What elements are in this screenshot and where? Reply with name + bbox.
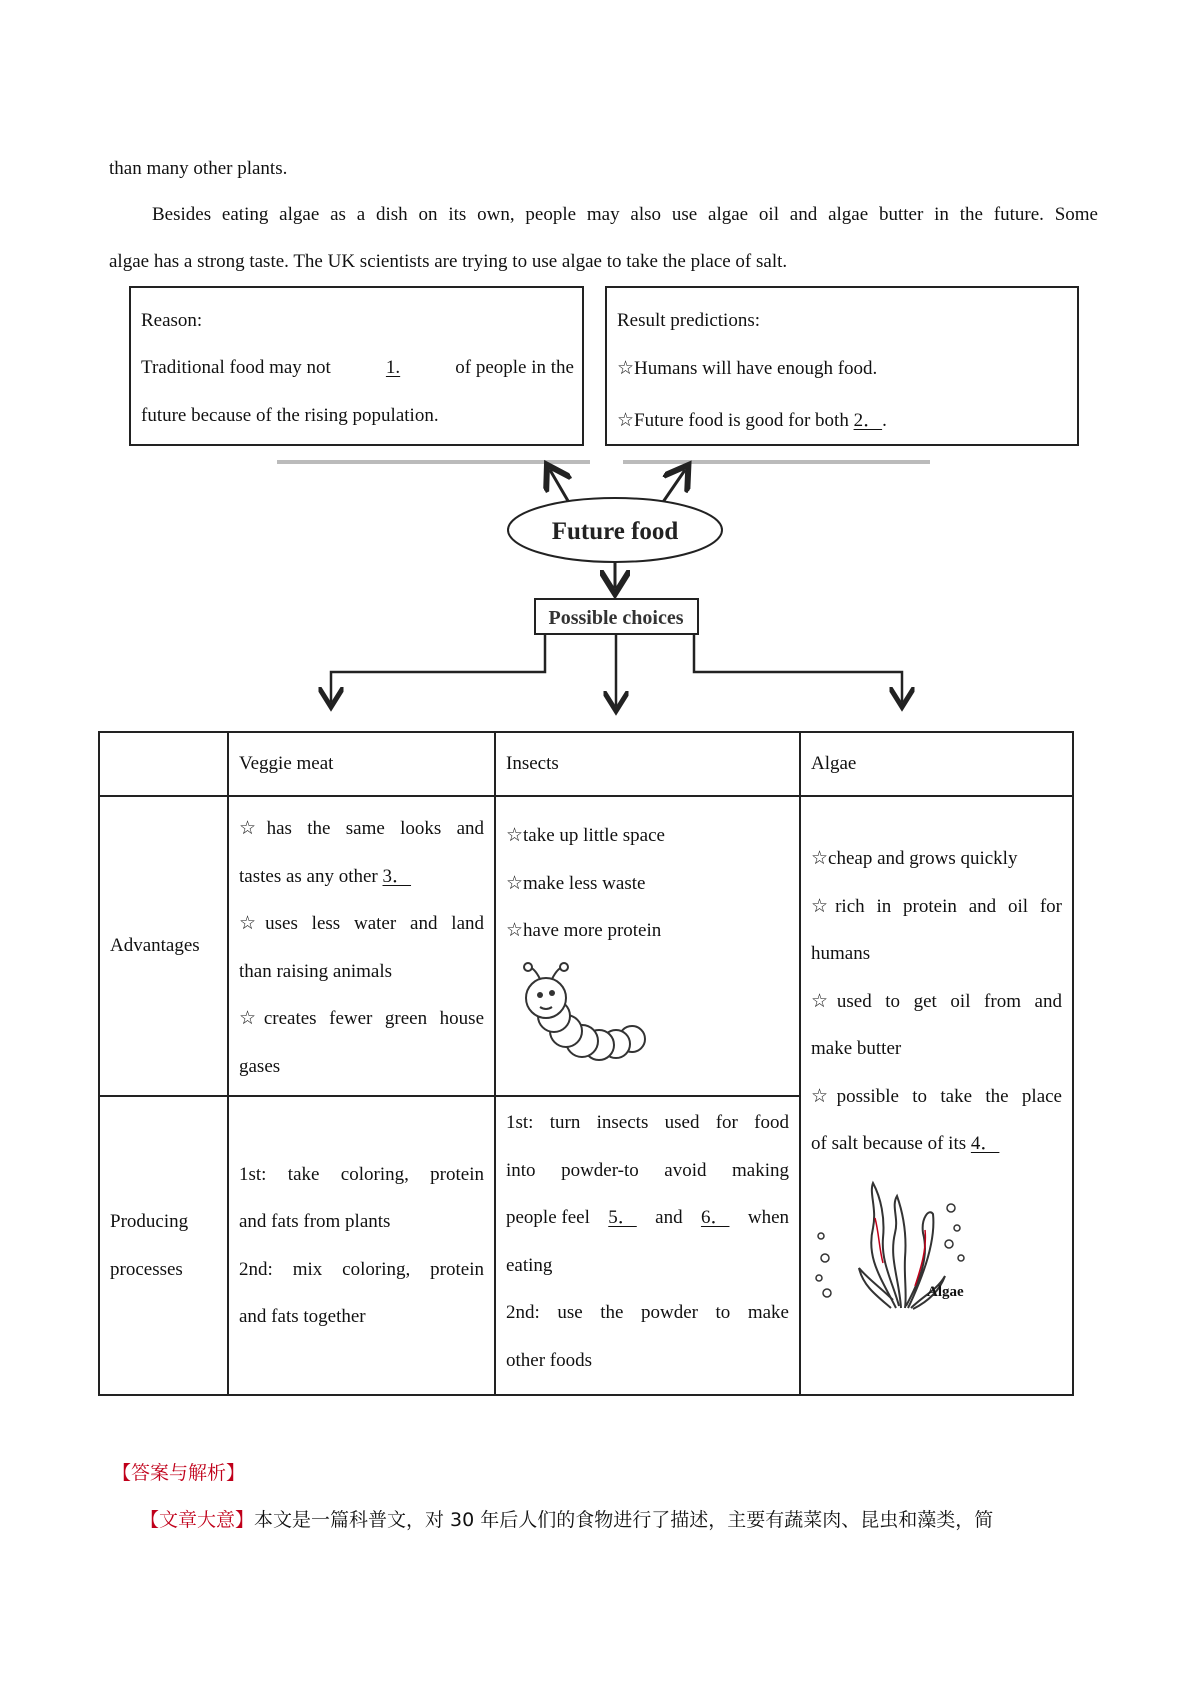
passage-line: than many other plants.: [109, 158, 288, 179]
insects-process-cell: [495, 1096, 800, 1395]
table-line: processes: [110, 1258, 183, 1280]
caterpillar-icon: [506, 961, 666, 1076]
table-header-row: [99, 732, 1073, 796]
arrow-algae-icon: [694, 634, 902, 702]
table-line: ☆possible to take the place: [811, 1085, 1062, 1107]
table-corner-cell: [99, 732, 228, 796]
blank-2: 2．: [853, 410, 883, 431]
algae-cell: [800, 796, 1073, 1395]
table-line: ☆make less waste: [506, 872, 646, 894]
reason-text: of people in the: [455, 357, 574, 378]
veggie-process-cell: [228, 1096, 495, 1395]
header-algae: Algae: [800, 732, 1073, 796]
table-line: and fats together: [239, 1306, 366, 1327]
header-insects: Insects: [495, 732, 800, 796]
table-line: ☆cheap and grows quickly: [811, 848, 1018, 869]
passage-paragraph-line: Besides eating algae as a dish on its own, people may also use algae oil and algae butter in the future. Some: [152, 204, 1098, 225]
header-veggie-meat: Veggie meat: [228, 732, 495, 796]
result-line: ☆Humans will have enough food.: [617, 358, 878, 379]
table-text: of salt because of its: [811, 1133, 967, 1154]
table-line: make butter: [811, 1038, 902, 1059]
algae-caption: Algae: [927, 1283, 964, 1300]
summary-tag: 【文章大意】: [140, 1509, 255, 1531]
table-line: humans: [811, 943, 871, 964]
table-text: and: [655, 1207, 683, 1228]
future-food-diagram: [0, 448, 1200, 738]
reason-heading: Reason:: [141, 310, 203, 331]
table-line: [239, 853, 484, 901]
possible-choices-label: Possible choices: [548, 607, 684, 629]
table-text: when: [747, 1207, 789, 1228]
table-line: ☆take up little space: [506, 825, 665, 846]
table-line: into powder-to avoid making: [506, 1159, 789, 1181]
table-line: 1st: take coloring, protein: [239, 1163, 484, 1185]
blank-5: 5．: [608, 1207, 637, 1228]
result-box: [605, 286, 1079, 446]
passage-paragraph-line: algae has a strong taste. The UK scientists are trying to use algae to take the place of salt.: [109, 251, 788, 272]
algae-illustration: [811, 1178, 981, 1328]
result-text: ☆Future food is good for both: [617, 410, 849, 431]
row-label-advantages: Advantages: [99, 796, 228, 1096]
table-line: ☆have more protein: [506, 920, 662, 941]
result-line: [617, 405, 887, 432]
row-label-processes: [99, 1096, 228, 1395]
table-line: 1st: turn insects used for food: [506, 1112, 789, 1133]
table-line: other foods: [506, 1349, 593, 1371]
result-text: .: [882, 410, 887, 431]
future-food-label: Future food: [551, 518, 679, 545]
table-text: tastes as any other: [239, 865, 378, 887]
veggie-advantages-cell: [228, 796, 495, 1096]
food-choices-table: [98, 731, 1074, 1396]
table-line: ☆creates fewer green house: [239, 1008, 484, 1029]
result-heading: Result predictions:: [617, 310, 761, 331]
reason-box: [129, 286, 584, 446]
table-line: eating: [506, 1254, 553, 1276]
table-row-advantages: [99, 796, 1073, 1096]
blank-6: 6．: [700, 1207, 730, 1228]
table-line: ☆uses less water and land: [239, 913, 484, 934]
table-text: people feel: [506, 1207, 590, 1228]
answer-heading: 【答案与解析】: [112, 1462, 246, 1484]
blank-3: 3．: [382, 865, 412, 887]
reason-line: future because of the rising population.: [141, 405, 439, 426]
arrow-veggie-icon: [331, 634, 545, 702]
summary-text: 本文是一篇科普文，对 30 年后人们的食物进行了描述，主要有蔬菜肉、昆虫和藻类，简: [254, 1509, 994, 1531]
summary-line: [140, 1505, 993, 1532]
table-line: Producing: [110, 1211, 189, 1232]
table-line: [811, 1120, 1062, 1168]
reason-line: [141, 357, 574, 379]
insects-advantages-cell: [495, 796, 800, 1096]
table-line: ☆has the same looks and: [239, 818, 484, 839]
table-line: and fats from plants: [239, 1211, 391, 1232]
reason-text: Traditional food may not: [141, 357, 331, 378]
algae-icon: [811, 1178, 981, 1328]
table-line: [506, 1194, 789, 1242]
table-line: 2nd: mix coloring, protein: [239, 1258, 484, 1280]
table-line: ☆used to get oil from and: [811, 990, 1062, 1012]
blank-1: 1.: [385, 357, 401, 378]
table-line: than raising animals: [239, 960, 393, 982]
blank-4: 4．: [970, 1133, 1000, 1154]
table-line: 2nd: use the powder to make: [506, 1302, 789, 1323]
table-line: gases: [239, 1055, 281, 1077]
table-line: ☆rich in protein and oil for: [811, 895, 1062, 917]
